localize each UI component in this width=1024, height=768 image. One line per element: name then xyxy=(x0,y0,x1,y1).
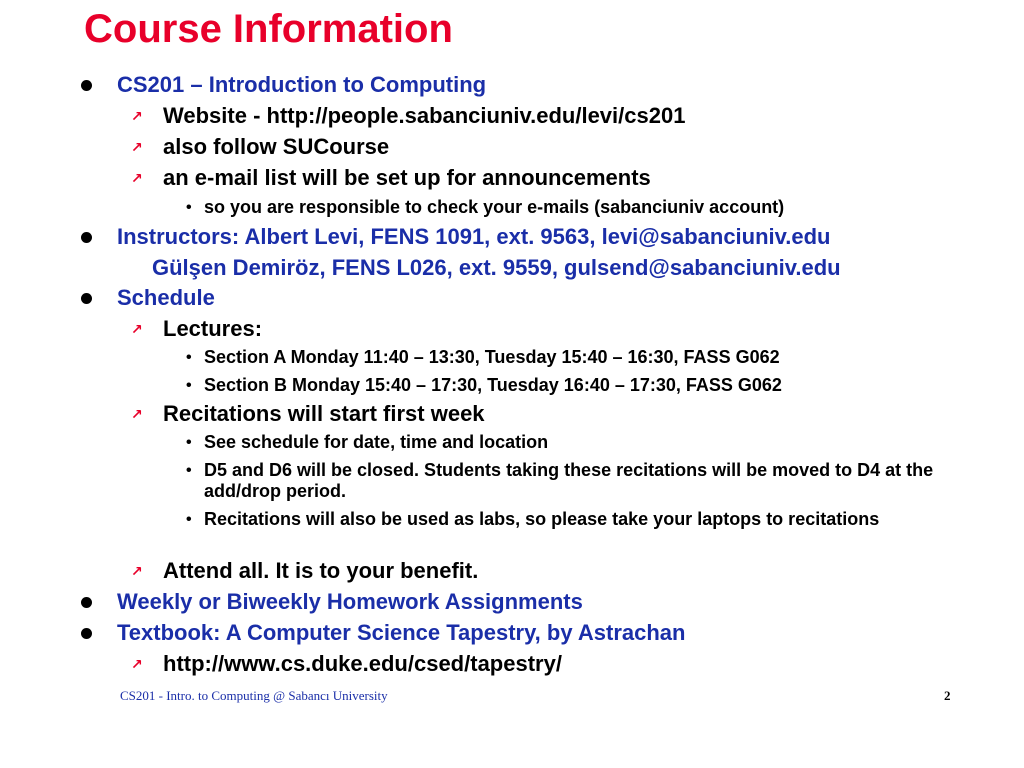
slide-title: Course Information xyxy=(84,7,453,51)
list-item xyxy=(152,255,841,281)
list-item xyxy=(0,134,389,160)
list-item-text: an e-mail list will be set up for announcements xyxy=(163,165,651,190)
list-item-text: Instructors: Albert Levi, FENS 1091, ext. 9563, levi@sabanciuniv.edu xyxy=(117,224,831,249)
bullet-dot-icon: • xyxy=(186,377,192,394)
list-item xyxy=(0,224,831,250)
list-item-text: http://www.cs.duke.edu/csed/tapestry/ xyxy=(163,651,562,676)
bullet-dot-icon: • xyxy=(186,199,192,216)
list-item xyxy=(0,509,964,530)
bullet-dot-icon: • xyxy=(186,511,192,528)
list-item xyxy=(0,103,685,129)
bullet-dot-icon: • xyxy=(186,462,192,479)
filled-circle-icon xyxy=(81,293,92,304)
filled-circle-icon xyxy=(81,597,92,608)
list-item-text: Recitations will also be used as labs, so please take your laptops to recitations xyxy=(204,509,880,529)
page-number: 2 xyxy=(944,688,951,703)
list-item xyxy=(0,347,780,368)
list-item-text: Weekly or Biweekly Homework Assignments xyxy=(117,589,583,614)
list-item-text: Section B Monday 15:40 – 17:30, Tuesday 16:40 – 17:30, FASS G062 xyxy=(204,375,782,395)
list-item xyxy=(0,432,548,453)
list-item-text: Textbook: A Computer Science Tapestry, by Astrachan xyxy=(117,620,686,645)
bullet-dot-icon: • xyxy=(186,434,192,451)
list-item-text: Recitations will start first week xyxy=(163,401,485,426)
list-item-text: See schedule for date, time and location xyxy=(204,432,549,452)
list-item-text: Website - http://people.sabanciuniv.edu/levi/cs201 xyxy=(163,103,686,128)
list-item xyxy=(0,165,651,191)
arrow-northeast-icon: ↗ xyxy=(131,170,143,186)
list-item-text: also follow SUCourse xyxy=(163,134,390,159)
bullet-dot-icon: • xyxy=(186,349,192,366)
arrow-northeast-icon: ↗ xyxy=(131,321,143,337)
list-item-text: so you are responsible to check your e-mails (sabanciuniv account) xyxy=(204,197,785,217)
list-item xyxy=(0,589,583,615)
arrow-northeast-icon: ↗ xyxy=(131,108,143,124)
list-item xyxy=(0,72,486,98)
list-item-text: Gülşen Demiröz, FENS L026, ext. 9559, gulsend@sabanciuniv.edu xyxy=(152,255,841,280)
list-item-text: Attend all. It is to your benefit. xyxy=(163,558,479,583)
arrow-northeast-icon: ↗ xyxy=(131,656,143,672)
list-item-text: Schedule xyxy=(117,285,215,310)
list-item xyxy=(0,316,262,342)
footer-text: CS201 - Intro. to Computing @ Sabancı University xyxy=(120,688,388,703)
list-item-text: D5 and D6 will be closed. Students taking these recitations will be moved to D4 at the add/drop period. xyxy=(204,460,934,501)
filled-circle-icon xyxy=(81,628,92,639)
arrow-northeast-icon: ↗ xyxy=(131,563,143,579)
filled-circle-icon xyxy=(81,80,92,91)
list-item xyxy=(0,620,685,646)
list-item xyxy=(0,285,215,311)
list-item xyxy=(0,460,964,502)
list-item xyxy=(0,401,485,427)
list-item xyxy=(0,558,478,584)
filled-circle-icon xyxy=(81,232,92,243)
arrow-northeast-icon: ↗ xyxy=(131,139,143,155)
list-item-text: Lectures: xyxy=(163,316,263,341)
list-item xyxy=(0,197,784,218)
list-item-text: CS201 – Introduction to Computing xyxy=(117,72,487,97)
list-item-text: Section A Monday 11:40 – 13:30, Tuesday 15:40 – 16:30, FASS G062 xyxy=(204,347,780,367)
list-item xyxy=(0,651,562,677)
arrow-northeast-icon: ↗ xyxy=(131,406,143,422)
list-item xyxy=(0,375,782,396)
